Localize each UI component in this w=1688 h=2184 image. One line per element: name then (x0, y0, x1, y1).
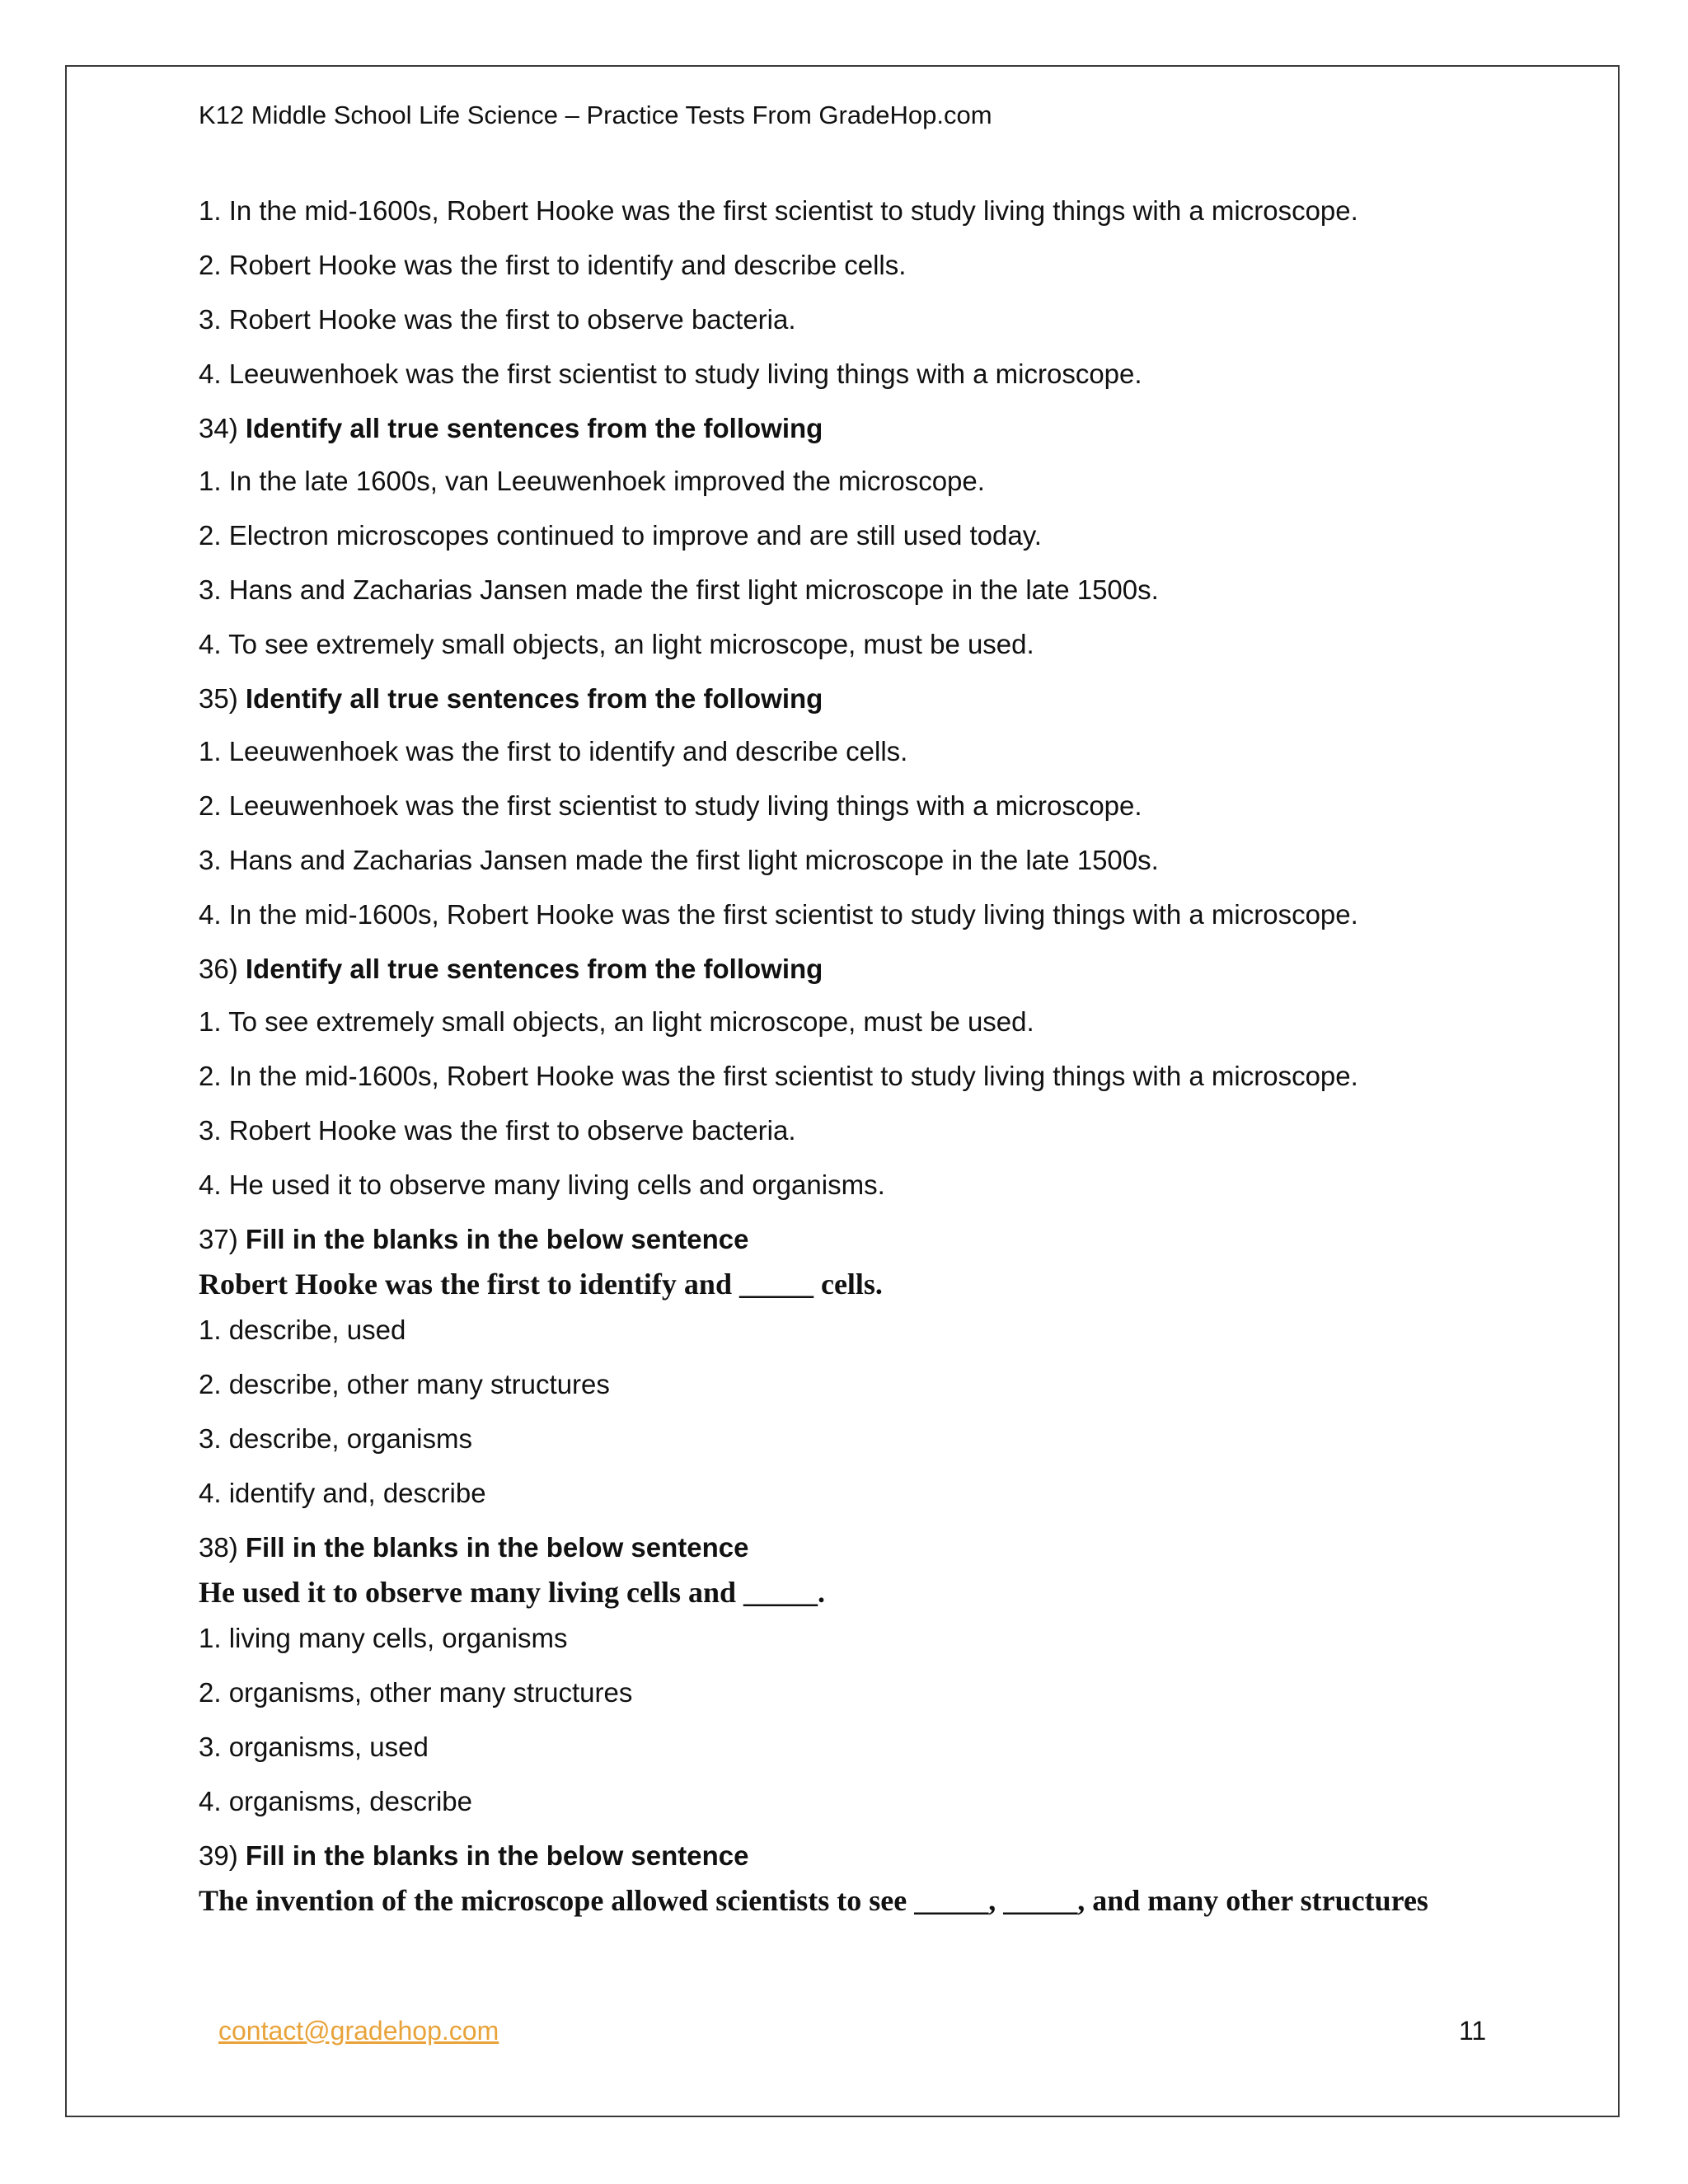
question-instruction: Fill in the blanks in the below sentence (245, 1840, 749, 1871)
answer-option: 1. Leeuwenhoek was the first to identify and describe cells. (199, 736, 908, 766)
answer-option: 2. In the mid-1600s, Robert Hooke was the first scientist to study living things with a microscope. (199, 1061, 1358, 1091)
question-number: 38) (199, 1532, 238, 1563)
answer-option: 3. Robert Hooke was the first to observe bacteria. (199, 304, 796, 335)
question-heading (199, 681, 1484, 717)
question-instruction: Fill in the blanks in the below sentence (245, 1224, 749, 1254)
answer-option: 4. organisms, describe (199, 1786, 472, 1816)
answer-option: 3. Robert Hooke was the first to observe bacteria. (199, 1115, 796, 1146)
answer-option: 1. To see extremely small objects, an light microscope, must be used. (199, 1006, 1034, 1037)
answer-option: 2. Electron microscopes continued to improve and are still used today. (199, 520, 1042, 551)
question-instruction: Identify all true sentences from the following (245, 413, 823, 443)
question-number: 34) (199, 413, 238, 443)
page-number: 11 (1459, 2016, 1487, 2046)
answer-option: 2. Robert Hooke was the first to identify and describe cells. (199, 250, 907, 280)
fill-in-sentence: He used it to observe many living cells and _____. (199, 1576, 826, 1609)
answer-option: 3. organisms, used (199, 1732, 429, 1762)
question-number: 35) (199, 683, 238, 714)
worksheet-content (199, 193, 1484, 1929)
answer-option: 4. He used it to observe many living cells and organisms. (199, 1169, 885, 1200)
answer-option: 3. Hans and Zacharias Jansen made the first light microscope in the late 1500s. (199, 574, 1159, 605)
question-number: 39) (199, 1840, 238, 1871)
contact-email-link[interactable]: contact@gradehop.com (218, 2016, 499, 2046)
question-heading (199, 951, 1484, 987)
answer-option: 1. In the late 1600s, van Leeuwenhoek improved the microscope. (199, 466, 985, 496)
question-number: 36) (199, 954, 238, 984)
question-heading (199, 410, 1484, 447)
fill-in-sentence: The invention of the microscope allowed scientists to see _____, _____, and many other structures (199, 1884, 1428, 1917)
question-instruction: Identify all true sentences from the following (245, 954, 823, 984)
answer-option: 3. describe, organisms (199, 1423, 472, 1454)
question-heading (199, 1530, 1484, 1566)
question-instruction: Identify all true sentences from the following (245, 683, 823, 714)
answer-option: 4. identify and, describe (199, 1478, 486, 1508)
page-header: K12 Middle School Life Science – Practice Tests From GradeHop.com (199, 101, 992, 129)
question-heading (199, 1838, 1484, 1874)
answer-option: 1. describe, used (199, 1315, 406, 1345)
answer-option: 4. Leeuwenhoek was the first scientist to study living things with a microscope. (199, 359, 1142, 389)
answer-option: 2. describe, other many structures (199, 1369, 610, 1399)
answer-option: 1. living many cells, organisms (199, 1623, 568, 1653)
answer-option: 4. To see extremely small objects, an light microscope, must be used. (199, 629, 1034, 659)
question-heading (199, 1221, 1484, 1258)
answer-option: 2. Leeuwenhoek was the first scientist to study living things with a microscope. (199, 790, 1142, 821)
answer-option: 4. In the mid-1600s, Robert Hooke was the first scientist to study living things with a microscope. (199, 899, 1358, 930)
answer-option: 1. In the mid-1600s, Robert Hooke was the first scientist to study living things with a microscope. (199, 195, 1358, 226)
answer-option: 3. Hans and Zacharias Jansen made the first light microscope in the late 1500s. (199, 845, 1159, 875)
fill-in-sentence: Robert Hooke was the first to identify and _____ cells. (199, 1268, 883, 1301)
question-instruction: Fill in the blanks in the below sentence (245, 1532, 749, 1563)
question-number: 37) (199, 1224, 238, 1254)
answer-option: 2. organisms, other many structures (199, 1677, 633, 1708)
